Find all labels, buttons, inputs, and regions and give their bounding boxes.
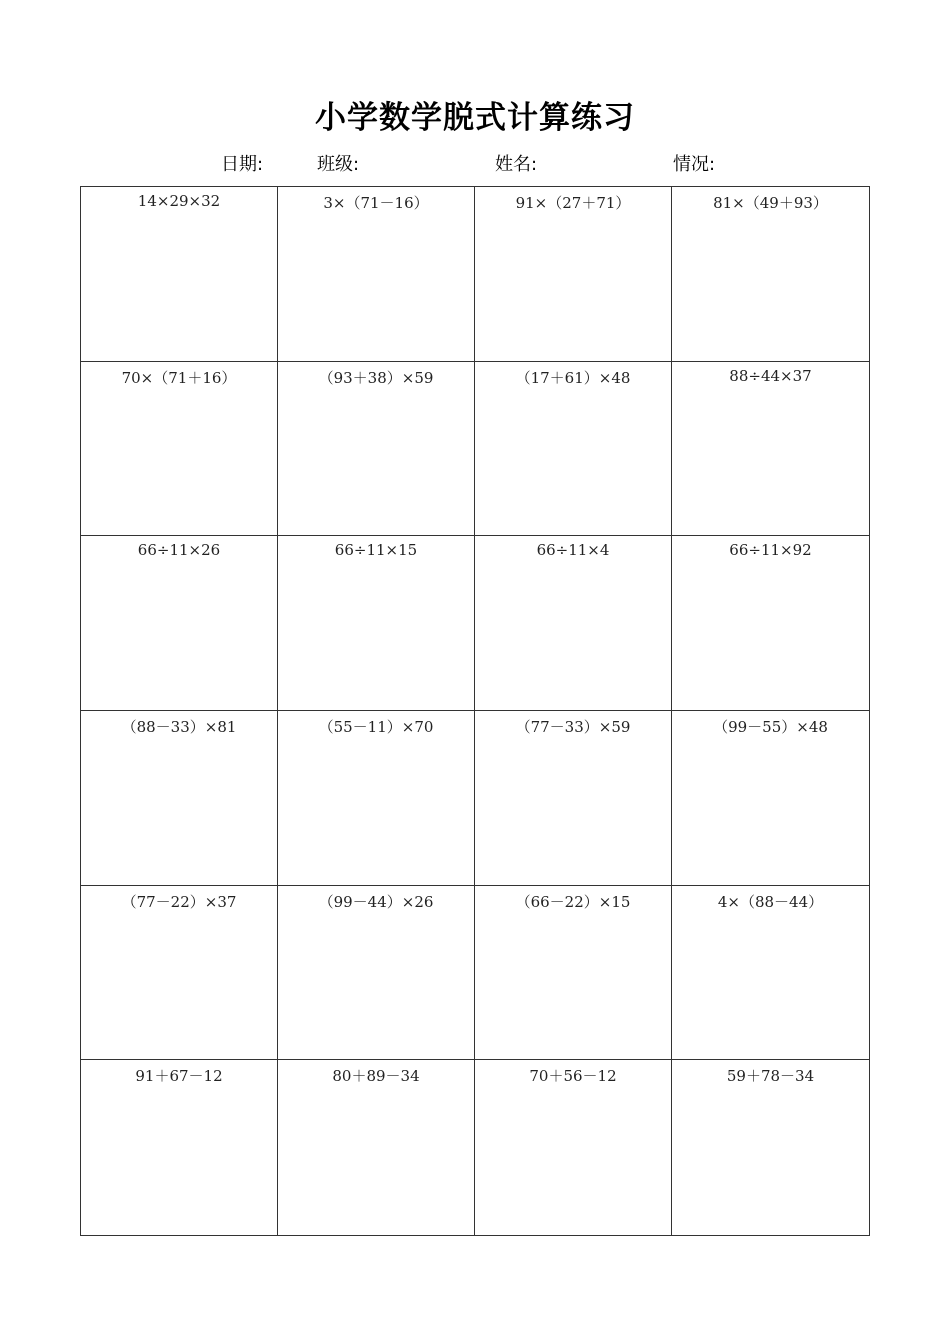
problem-cell[interactable] (278, 362, 475, 537)
problem-expression: 59＋78－34 (726, 1067, 815, 1086)
problem-cell[interactable] (475, 187, 672, 362)
class-label: 班级: (317, 154, 360, 175)
problem-expression: 70＋56－12 (529, 1067, 617, 1086)
problem-cell[interactable] (81, 886, 278, 1061)
problem-cell[interactable] (672, 362, 869, 537)
problem-expression: 91＋67－12 (135, 1067, 223, 1086)
problem-cell[interactable] (672, 187, 869, 362)
problem-cell[interactable] (475, 886, 672, 1061)
problem-cell[interactable] (672, 536, 869, 711)
problem-expression: （17＋61）×48 (515, 368, 631, 387)
problem-expression: 80＋89－34 (332, 1067, 420, 1086)
problem-expression: 91×（27＋71） (515, 194, 631, 212)
problem-expression: 4×（88－44） (717, 892, 824, 911)
problem-cell[interactable] (278, 187, 475, 362)
problem-expression: （66－22）×15 (515, 892, 631, 911)
problem-cell[interactable] (278, 536, 475, 711)
problem-cell[interactable] (672, 1060, 869, 1235)
student-info-row (0, 150, 950, 176)
problem-cell[interactable] (475, 362, 672, 537)
problem-expression: 66÷11×15 (334, 541, 418, 560)
problem-cell[interactable] (81, 536, 278, 711)
problem-cell[interactable] (81, 1060, 278, 1235)
problem-expression: 81×（49＋93） (713, 194, 828, 212)
problem-cell[interactable] (278, 1060, 475, 1235)
name-label: 姓名: (495, 154, 538, 175)
page-title: 小学数学脱式计算练习 (315, 100, 635, 136)
problem-expression: 3×（71－16） (323, 194, 429, 212)
date-label: 日期: (221, 154, 264, 175)
problem-cell[interactable] (475, 536, 672, 711)
problem-expression: 66÷11×26 (137, 541, 221, 560)
problem-expression: （99－44）×26 (318, 892, 434, 911)
problem-expression: （77－33）×59 (515, 718, 631, 736)
problem-cell[interactable] (672, 711, 869, 886)
problem-cell[interactable] (278, 886, 475, 1061)
problem-expression: 88÷44×37 (729, 366, 812, 385)
problem-expression: （55－11）×70 (318, 718, 434, 736)
problem-expression: 66÷11×4 (536, 541, 610, 560)
problem-expression: （99－55）×48 (713, 718, 828, 736)
status-label: 情况: (673, 154, 716, 175)
problem-expression: （93＋38）×59 (318, 368, 434, 387)
problem-expression: （77－22）×37 (121, 892, 237, 911)
problem-cell[interactable] (81, 711, 278, 886)
problem-cell[interactable] (475, 711, 672, 886)
problem-cell[interactable] (278, 711, 475, 886)
problem-cell[interactable] (475, 1060, 672, 1235)
problem-expression: 70×（71＋16） (121, 368, 237, 387)
problem-expression: （88－33）×81 (121, 718, 237, 736)
problem-cell[interactable] (81, 187, 278, 362)
problem-cell[interactable] (81, 362, 278, 537)
problem-grid (80, 186, 870, 1236)
problem-expression: 66÷11×92 (729, 541, 812, 560)
problem-expression: 14×29×32 (137, 192, 221, 210)
problem-cell[interactable] (672, 886, 869, 1061)
